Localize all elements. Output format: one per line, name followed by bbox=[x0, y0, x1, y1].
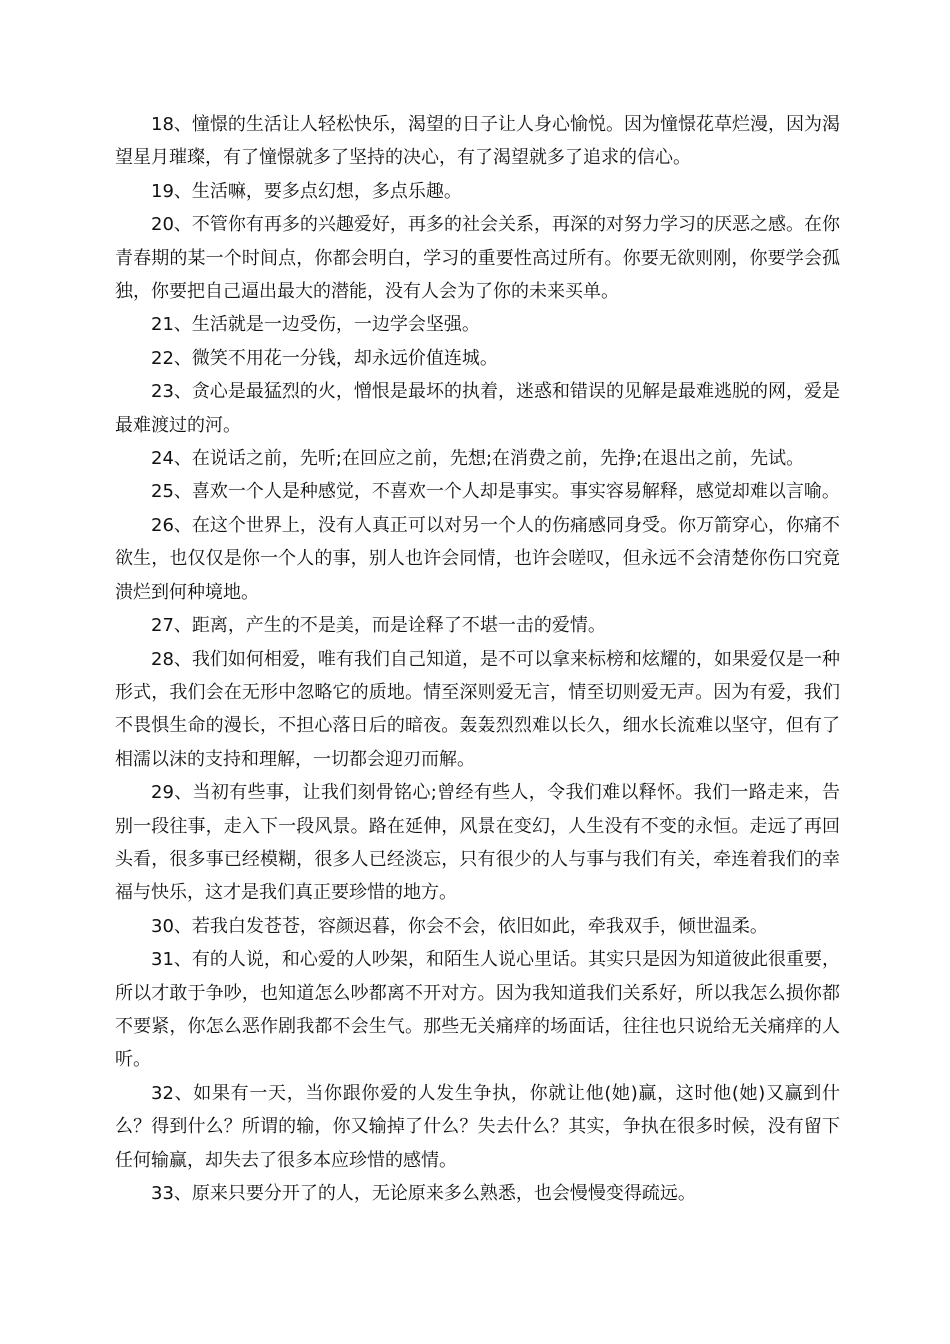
paragraph-18: 18、憧憬的生活让人轻松快乐，渴望的日子让人身心愉悦。因为憧憬花草烂漫，因为渴望星月璀璨，有了憧憬就多了坚持的决心，有了渴望就多了追求的信心。 bbox=[115, 114, 840, 169]
paragraph-26: 26、在这个世界上，没有人真正可以对另一个人的伤痛感同身受。你万箭穿心，你痛不欲生，也仅仅是你一个人的事，别人也许会同情，也许会嗟叹，但永远不会清楚你伤口究竟溃烂到何种境地。 bbox=[115, 514, 840, 603]
paragraph-28: 28、我们如何相爱，唯有我们自己知道，是不可以拿来标榜和炫耀的，如果爱仅是一种形式，我们会在无形中忽略它的质地。情至深则爱无言，情至切则爱无声。因为有爱，我们不畏惧生命的漫长，不担心落日后的暗夜。轰轰烈烈难以长久，细水长流难以坚守，但有了相濡以沫的支持和理解，一切都会迎刃而解。 bbox=[115, 648, 840, 770]
paragraph-30: 30、若我白发苍苍，容颜迟暮，你会不会，依旧如此，牵我双手，倾世温柔。 bbox=[151, 915, 768, 937]
paragraph-25: 25、喜欢一个人是种感觉，不喜欢一个人却是事实。事实容易解释，感觉却难以言喻。 bbox=[151, 481, 840, 503]
document-page bbox=[115, 108, 840, 1210]
paragraph-27: 27、距离，产生的不是美，而是诠释了不堪一击的爱情。 bbox=[151, 615, 606, 637]
paragraph-32: 32、如果有一天，当你跟你爱的人发生争执，你就让他(她)赢，这时他(她)又赢到什么？得到什么？所谓的输，你又输掉了什么？失去什么？其实，争执在很多时候，没有留下任何输赢，却失去了很多本应珍惜的感情。 bbox=[115, 1082, 840, 1171]
paragraph-19: 19、生活嘛，要多点幻想，多点乐趣。 bbox=[151, 180, 462, 202]
paragraph-33: 33、原来只要分开了的人，无论原来多么熟悉，也会慢慢变得疏远。 bbox=[151, 1183, 696, 1204]
paragraph-24: 24、在说话之前，先听;在回应之前，先想;在消费之前，先挣;在退出之前，先试。 bbox=[151, 448, 805, 470]
paragraph-23: 23、贪心是最猛烈的火，憎恨是最坏的执着，迷惑和错误的见解是最难逃脱的网，爱是最难渡过的河。 bbox=[115, 381, 840, 436]
paragraph-20: 20、不管你有再多的兴趣爱好，再多的社会关系，再深的对努力学习的厌恶之感。在你青春期的某一个时间点，你都会明白，学习的重要性高过所有。你要无欲则刚，你要学会孤独，你要把自己逼出最大的潜能，没有人会为了你的未来买单。 bbox=[115, 214, 840, 303]
paragraph-31: 31、有的人说，和心爱的人吵架，和陌生人说心里话。其实只是因为知道彼此很重要，所以才敢于争吵，也知道怎么吵都离不开对方。因为我知道我们关系好，所以我怎么损你都不要紧，你怎么恶作剧我都不会生气。那些无关痛痒的场面话，往往也只说给无关痛痒的人听。 bbox=[115, 949, 840, 1071]
paragraph-29: 29、当初有些事，让我们刻骨铭心;曾经有些人，令我们难以释怀。我们一路走来，告别一段往事，走入下一段风景。路在延伸，风景在变幻，人生没有不变的永恒。走远了再回头看，很多事已经模糊，很多人已经淡忘，只有很少的人与事与我们有关，牵连着我们的幸福与快乐，这才是我们真正要珍惜的地方。 bbox=[115, 782, 840, 904]
paragraph-21: 21、生活就是一边受伤，一边学会坚强。 bbox=[151, 314, 480, 336]
paragraph-22: 22、微笑不用花一分钱，却永远价值连城。 bbox=[151, 347, 498, 369]
